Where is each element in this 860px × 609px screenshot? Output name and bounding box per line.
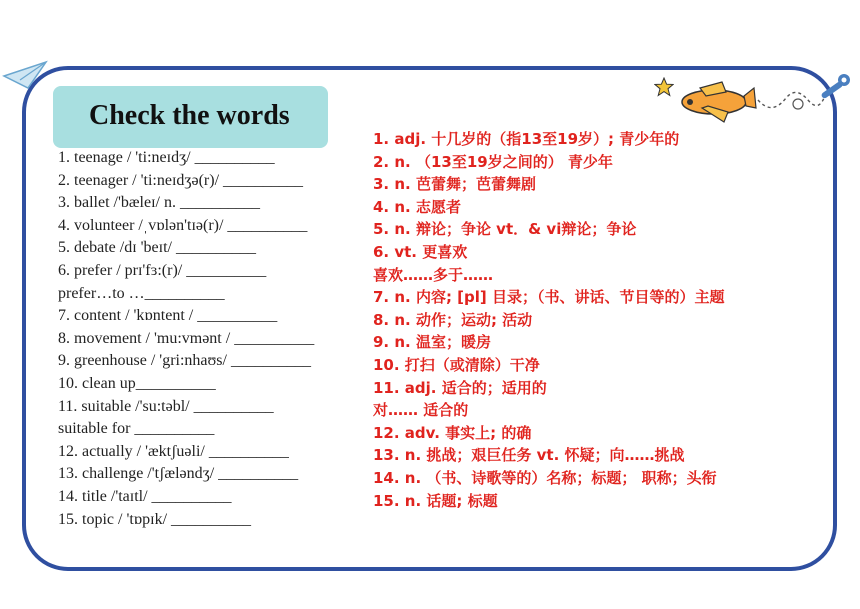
answer-list	[373, 128, 833, 512]
vocab-item: suitable for __________	[58, 420, 215, 438]
vocab-item: 5. debate /dɪ 'beɪt/ __________	[58, 239, 256, 257]
answer-item: 3. n. 芭蕾舞；芭蕾舞剧	[373, 175, 536, 194]
vocab-item: 12. actually / 'æktʃuəli/ __________	[58, 442, 289, 460]
vocab-item: 6. prefer / prɪ'fɜ:(r)/ __________	[58, 261, 267, 279]
answer-item: 喜欢……多于……	[373, 265, 494, 284]
title-box	[53, 86, 328, 148]
answer-item: 12. adv. 事实上; 的确	[373, 423, 532, 442]
answer-item: 8. n. 动作；运动; 活动	[373, 310, 533, 329]
vocab-item: 8. movement / 'mu:vmənt / __________	[58, 329, 315, 347]
star-icon	[654, 77, 674, 97]
vocab-item: 15. topic / 'tɒpɪk/ __________	[58, 510, 252, 528]
paper-plane-icon	[2, 58, 50, 92]
vocab-item: 3. ballet /'bæleɪ/ n. __________	[58, 194, 260, 212]
answer-item: 2. n. （13至19岁之间的） 青少年	[373, 152, 613, 171]
vocab-item: 11. suitable /'su:təbl/ __________	[58, 397, 274, 415]
vocab-item: 13. challenge /'tʃæləndʒ/ __________	[58, 465, 299, 483]
vocab-item: 9. greenhouse / 'gri:nhaʊs/ __________	[58, 352, 311, 370]
vocab-item: 2. teenager / 'ti:neɪdʒə(r)/ __________	[58, 171, 304, 189]
answer-item: 14. n. （书、诗歌等的）名称；标题； 职称；头衔	[373, 468, 717, 487]
answer-item: 15. n. 话题; 标题	[373, 491, 498, 510]
answer-item: 9. n. 温室；暖房	[373, 333, 491, 352]
answer-item: 对…… 适合的	[373, 401, 469, 420]
answer-item: 11. adj. 适合的；适用的	[373, 378, 547, 397]
answer-item: 13. n. 挑战；艰巨任务 vt. 怀疑；向……挑战	[373, 446, 685, 465]
answer-item: 1. adj. 十几岁的（指13至19岁）; 青少年的	[373, 130, 680, 148]
vocab-item: 10. clean up__________	[58, 374, 216, 392]
vocabulary-list	[58, 147, 368, 531]
answer-item: 4. n. 志愿者	[373, 197, 461, 216]
answer-item: 6. vt. 更喜欢	[373, 242, 468, 261]
vocab-item: 1. teenage / 'ti:neɪdʒ/ __________	[58, 149, 275, 166]
answer-item: 5. n. 辩论；争论 vt．& vi辩论；争论	[373, 220, 637, 239]
vocab-item: prefer…to …__________	[58, 284, 225, 302]
vocab-item: 4. volunteer /ˌvɒlən'tɪə(r)/ __________	[58, 216, 308, 234]
answer-item: 10. 打扫（或清除）干净	[373, 355, 540, 374]
page-title: Check the words	[89, 100, 290, 131]
vocab-item: 14. title /'taɪtl/ __________	[58, 487, 232, 505]
vocab-item: 7. content / 'kɒntent / __________	[58, 307, 278, 325]
airplane-icon	[676, 78, 826, 128]
answer-item: 7. n. 内容; [pl] 目录；（书、讲话、节目等的）主题	[373, 288, 725, 307]
